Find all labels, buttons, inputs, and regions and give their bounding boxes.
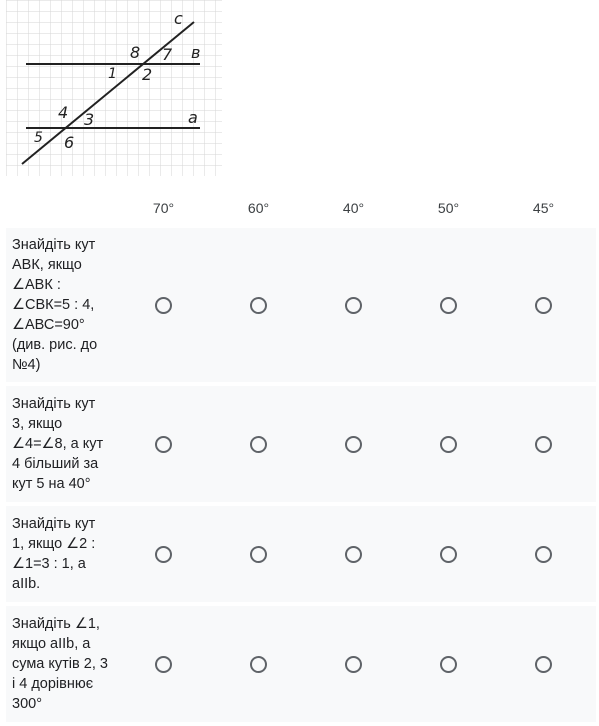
label-angle-4: 4 [58,103,69,122]
grid-row-3 [6,506,596,602]
radio-row3-col5[interactable] [535,546,552,563]
radio-row2-col2[interactable] [250,436,267,453]
radio-row1-col2[interactable] [250,297,267,314]
label-b: в [191,43,201,62]
radio-row2-col5[interactable] [535,436,552,453]
radio-row2-col3[interactable] [345,436,362,453]
grid-row-1 [6,228,596,382]
column-header-4: 50° [437,200,460,216]
label-a: a [188,108,198,127]
radio-row1-col4[interactable] [440,297,457,314]
parallel-lines-diagram [6,0,222,176]
row-question-3: Знайдіть кут 1, якщо ∠2 : ∠1=3 : 1, а aІІb. [12,516,96,592]
radio-row1-col1[interactable] [155,297,172,314]
column-header-1: 70° [152,200,175,216]
grid-header [6,188,596,228]
label-c: c [174,9,183,28]
radio-row4-col5[interactable] [535,656,552,673]
radio-row4-col2[interactable] [250,656,267,673]
radio-row2-col1[interactable] [155,436,172,453]
label-angle-3: 3 [84,110,95,129]
radio-row4-col4[interactable] [440,656,457,673]
column-header-3: 40° [342,200,365,216]
grid-row-2 [6,386,596,502]
label-angle-6: 6 [64,133,75,152]
radio-row1-col3[interactable] [345,297,362,314]
radio-row3-col2[interactable] [250,546,267,563]
grid-row-4 [6,606,596,722]
angles-figure [6,0,222,176]
column-header-5: 45° [532,200,555,216]
radio-row3-col3[interactable] [345,546,362,563]
label-angle-1: 1 [108,66,117,82]
row-question-2: Знайдіть кут 3, якщо ∠4=∠8, а кут 4 більший за кут 5 на 40° [12,396,104,492]
radio-row3-col4[interactable] [440,546,457,563]
row-question-1: Знайдіть кут АВК, якщо ∠АВК : ∠СВК=5 : 4, ∠АВС=90° (див. рис. до №4) [12,237,98,373]
label-angle-5: 5 [34,130,43,146]
radio-row2-col4[interactable] [440,436,457,453]
radio-row4-col3[interactable] [345,656,362,673]
label-angle-2: 2 [142,65,153,84]
radio-row4-col1[interactable] [155,656,172,673]
row-question-4: Знайдіть ∠1, якщо aІІb, а сума кутів 2, 3 і 4 дорівнює 300° [12,616,108,712]
column-header-2: 60° [247,200,270,216]
label-angle-8: 8 [130,43,141,62]
label-angle-7: 7 [162,45,173,64]
radio-row1-col5[interactable] [535,297,552,314]
radio-row3-col1[interactable] [155,546,172,563]
answer-grid [6,188,596,726]
